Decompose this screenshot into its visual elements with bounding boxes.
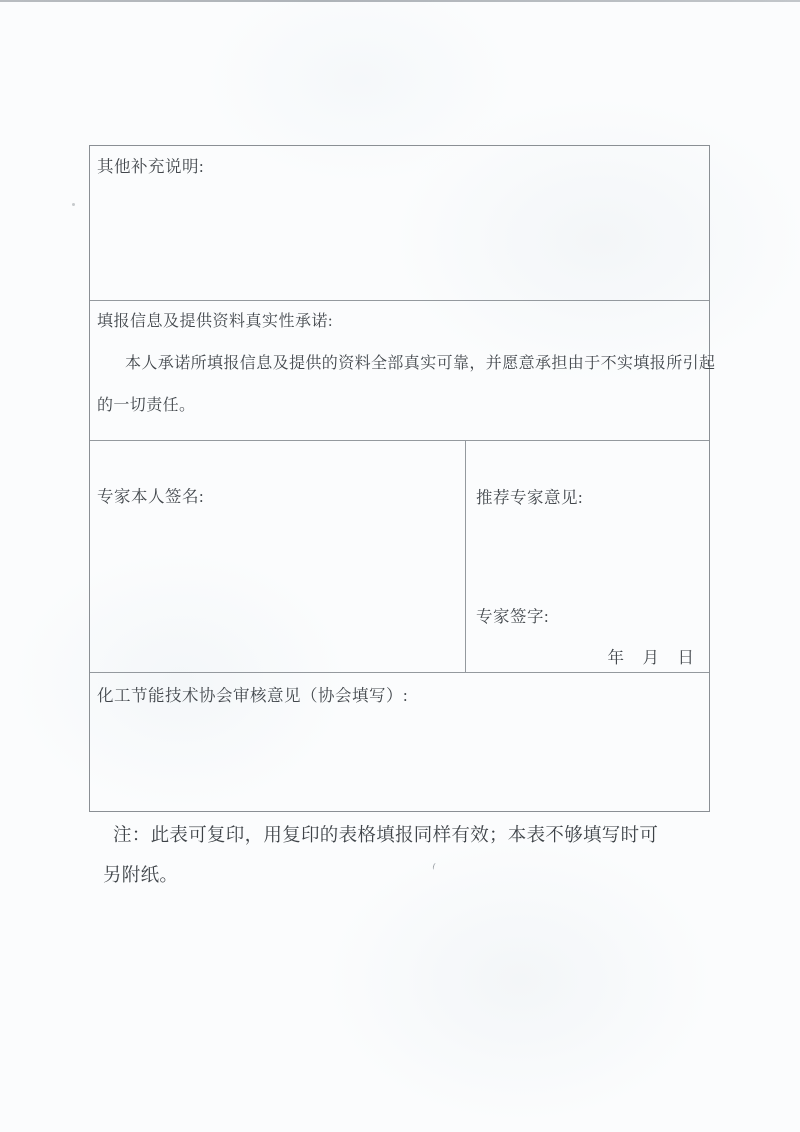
- form-table: [89, 145, 716, 812]
- scan-edge-artifact: [0, 0, 800, 2]
- cell-recommender-opinion: [466, 441, 709, 672]
- expert-sign-label: 专家签字:: [476, 607, 550, 626]
- other-notes-label: 其他补充说明:: [97, 157, 205, 176]
- row-signatures: [90, 441, 709, 673]
- scan-speck: [72, 203, 75, 206]
- expert-signature-label: 专家本人签名:: [97, 487, 205, 506]
- association-review-label: 化工节能技术协会审核意见（协会填写）:: [97, 686, 409, 705]
- cell-truthfulness-commitment: [90, 301, 716, 441]
- cell-other-notes: [90, 146, 709, 301]
- recommender-opinion-label: 推荐专家意见:: [476, 488, 584, 507]
- footnote-line2: 另附纸。: [103, 866, 179, 886]
- cell-association-review: [90, 673, 709, 809]
- footnote: [103, 816, 703, 896]
- commitment-body-line: 本人承诺所填报信息及提供的资料全部真实可靠，并愿意承担由于不实填报所引起: [125, 355, 716, 372]
- commitment-title: 填报信息及提供资料真实性承诺:: [97, 313, 333, 330]
- commitment-body-line: 的一切责任。: [97, 397, 196, 414]
- cell-expert-signature: [90, 441, 466, 672]
- date-placeholder: 年 月 日: [607, 648, 695, 667]
- footnote-line1: 注：此表可复印，用复印的表格填报同样有效；本表不够填写时可: [113, 826, 659, 846]
